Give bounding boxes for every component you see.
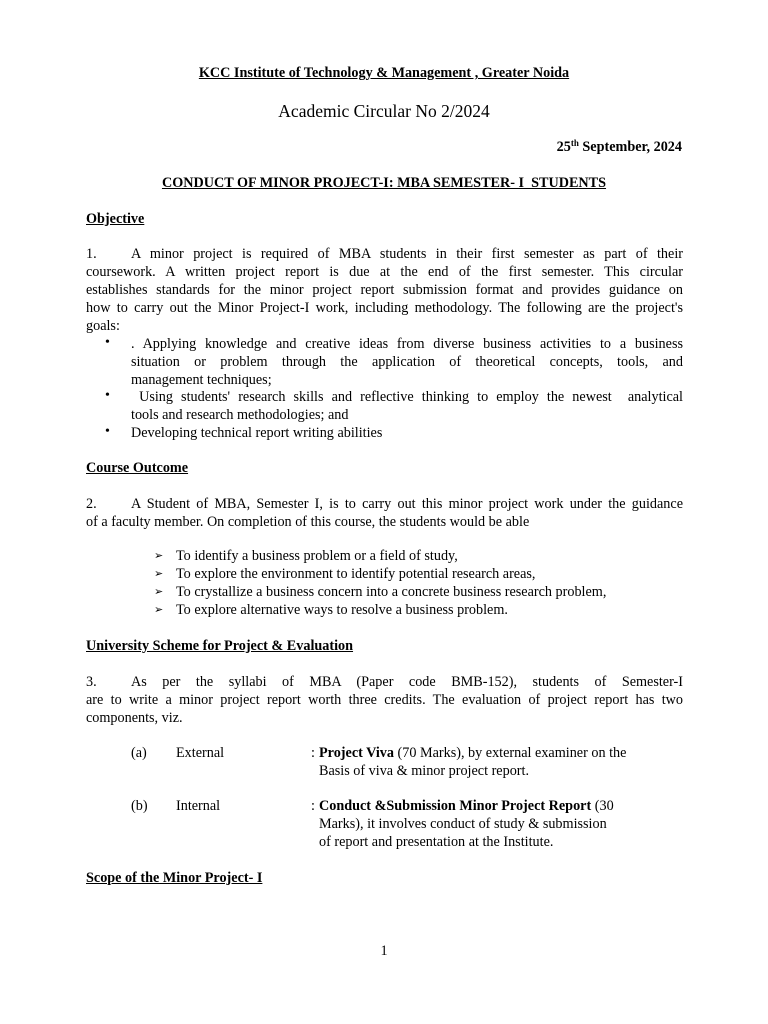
para-3-number: 3. bbox=[86, 674, 97, 690]
circular-title: Academic Circular No 2/2024 bbox=[278, 101, 490, 121]
component-b-line-1: Conduct &Submission Minor Project Report (30 bbox=[319, 798, 614, 814]
outcome-item: To identify a business problem or a field of study, bbox=[176, 548, 458, 564]
para-1-line-2: coursework. A written project report is due at the end of the first semester. This circular bbox=[86, 264, 683, 280]
objective-heading: Objective bbox=[86, 211, 145, 227]
component-b-line-3: of report and presentation at the Institute. bbox=[319, 834, 554, 850]
bullet-icon: • bbox=[105, 424, 110, 439]
circular-date: 25th September, 2024 bbox=[556, 138, 682, 155]
bullet-icon: • bbox=[105, 388, 110, 403]
page-number: 1 bbox=[380, 943, 388, 959]
arrow-bullet-icon: ➢ bbox=[154, 549, 164, 562]
outcome-item: To explore alternative ways to resolve a business problem. bbox=[176, 602, 508, 618]
para-3-line-2: are to write a minor project report worth three credits. The evaluation of project report has two bbox=[86, 692, 683, 708]
component-a-line-1: Project Viva (70 Marks), by external examiner on the bbox=[319, 745, 627, 761]
component-type: External bbox=[176, 745, 225, 761]
goal-3-line-1: Developing technical report writing abilities bbox=[131, 425, 383, 441]
goal-1-line-2: situation or problem through the application of theoretical concepts, tools, and bbox=[131, 354, 683, 370]
bullet-icon: • bbox=[105, 335, 110, 350]
para-1-number: 1. bbox=[86, 246, 97, 262]
para-3-line-1: As per the syllabi of MBA (Paper code BMB-152), students of Semester-I bbox=[131, 674, 683, 690]
goal-2-line-1: Using students' research skills and reflective thinking to employ the newest analytical bbox=[131, 389, 683, 405]
para-1-line-1: A minor project is required of MBA students in their first semester as part of their bbox=[131, 246, 683, 262]
arrow-bullet-icon: ➢ bbox=[154, 567, 164, 580]
goal-1-line-3: management techniques; bbox=[131, 372, 272, 388]
course-outcome-heading: Course Outcome bbox=[86, 460, 189, 476]
component-colon: : bbox=[311, 798, 315, 814]
scheme-heading: University Scheme for Project & Evaluation bbox=[86, 638, 354, 654]
component-a-line-2: Basis of viva & minor project report. bbox=[319, 763, 530, 779]
para-2-line-1: A Student of MBA, Semester I, is to carry out this minor project work under the guidance bbox=[131, 496, 683, 512]
component-colon: : bbox=[311, 745, 315, 761]
component-type: Internal bbox=[176, 798, 221, 814]
scope-heading: Scope of the Minor Project- I bbox=[86, 870, 263, 886]
para-1-line-3: establishes standards for the minor project report submission format and provides guidance on bbox=[86, 282, 683, 298]
arrow-bullet-icon: ➢ bbox=[154, 603, 164, 616]
component-b-line-2: Marks), it involves conduct of study & submission bbox=[319, 816, 607, 832]
institute-name: KCC Institute of Technology & Management , Greater Noida bbox=[198, 65, 570, 81]
para-1-line-5: goals: bbox=[86, 318, 120, 334]
outcome-item: To explore the environment to identify potential research areas, bbox=[176, 566, 536, 582]
goal-1-line-1: . Applying knowledge and creative ideas from diverse business activities to a business bbox=[131, 336, 683, 352]
circular-subject: CONDUCT OF MINOR PROJECT-I: MBA SEMESTER- I STUDENTS bbox=[161, 175, 607, 191]
para-2-line-2: of a faculty member. On completion of this course, the students would be able bbox=[86, 514, 530, 530]
arrow-bullet-icon: ➢ bbox=[154, 585, 164, 598]
para-3-line-3: components, viz. bbox=[86, 710, 183, 726]
para-1-line-4: how to carry out the Minor Project-I work, including methodology. The following are the project's bbox=[86, 300, 683, 316]
outcome-item: To crystallize a business concern into a concrete business research problem, bbox=[176, 584, 607, 600]
para-2-number: 2. bbox=[86, 496, 97, 512]
component-label: (b) bbox=[131, 798, 148, 814]
goal-2-line-2: tools and research methodologies; and bbox=[131, 407, 349, 423]
component-label: (a) bbox=[131, 745, 147, 761]
